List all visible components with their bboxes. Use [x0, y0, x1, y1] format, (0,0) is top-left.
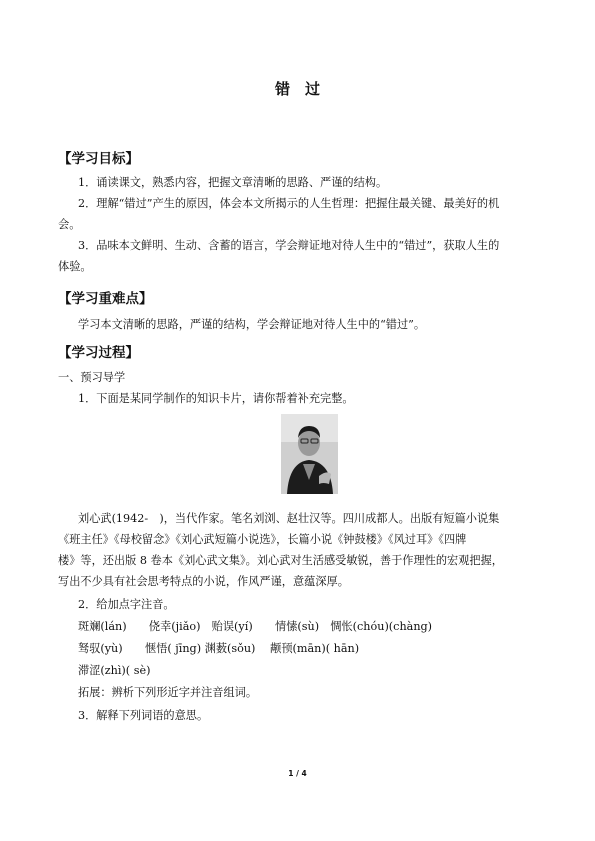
page-number: 1 / 4 [288, 769, 307, 778]
key-points-heading: 【学习重难点】 [58, 291, 153, 307]
pinyin-line-2: 驽驭(yù) 惬悟( jīng) 渊薮(sǒu) 颟顸(mān)( hān) [78, 642, 360, 655]
goal-line-2: 2．理解“错过”产生的原因，体会本文所揭示的人生哲理：把握住最关键、最美好的机 [78, 197, 500, 210]
item-three-text: 3．解释下列词语的意思。 [78, 709, 209, 722]
extension-text: 拓展：辨析下列形近字并注音组词。 [78, 686, 258, 699]
item-two-text: 2．给加点字注音。 [78, 598, 175, 611]
goal-line-1: 1．诵读课文，熟悉内容，把握文章清晰的思路、严谨的结构。 [78, 176, 388, 189]
process-heading: 【学习过程】 [58, 345, 139, 361]
key-points-text: 学习本文清晰的思路，严谨的结构，学会辩证地对待人生中的“错过”。 [78, 318, 426, 331]
bio-line-4: 写出不少具有社会思考特点的小说，作风严谨，意蕴深厚。 [58, 575, 349, 588]
bio-line-2: 《班主任》《母校留念》《刘心武短篇小说选》，长篇小说《钟鼓楼》《风过耳》《四牌 [58, 533, 467, 546]
bio-line-3: 楼》等，还出版 8 卷本《刘心武文集》。刘心武对生活感受敏锐，善于作理性的宏观把握， [58, 554, 503, 567]
goal-line-2-cont: 会。 [58, 218, 81, 231]
goals-heading: 【学习目标】 [58, 151, 139, 167]
author-portrait-icon [281, 414, 338, 494]
bio-line-1: 刘心武(1942- )，当代作家。笔名刘浏、赵壮汉等。四川成都人。出版有短篇小说集 [78, 512, 500, 525]
page-title: 错 过 [274, 80, 320, 98]
pinyin-line-1: 斑斓(lán) 侥幸(jiǎo) 贻误(yí) 情愫(sù) 惆怅(chóu)(chàng) [78, 620, 433, 633]
pinyin-line-3: 滞涩(zhì)( sè) [78, 664, 151, 677]
goal-line-3-cont: 体验。 [58, 260, 92, 273]
item-one-text: 1．下面是某同学制作的知识卡片，请你帮着补充完整。 [78, 392, 354, 405]
part-one-label: 一、预习导学 [58, 371, 126, 384]
goal-line-3: 3．品味本文鲜明、生动、含蓄的语言，学会辩证地对待人生中的“错过”，获取人生的 [78, 239, 500, 252]
author-photo [281, 414, 338, 494]
